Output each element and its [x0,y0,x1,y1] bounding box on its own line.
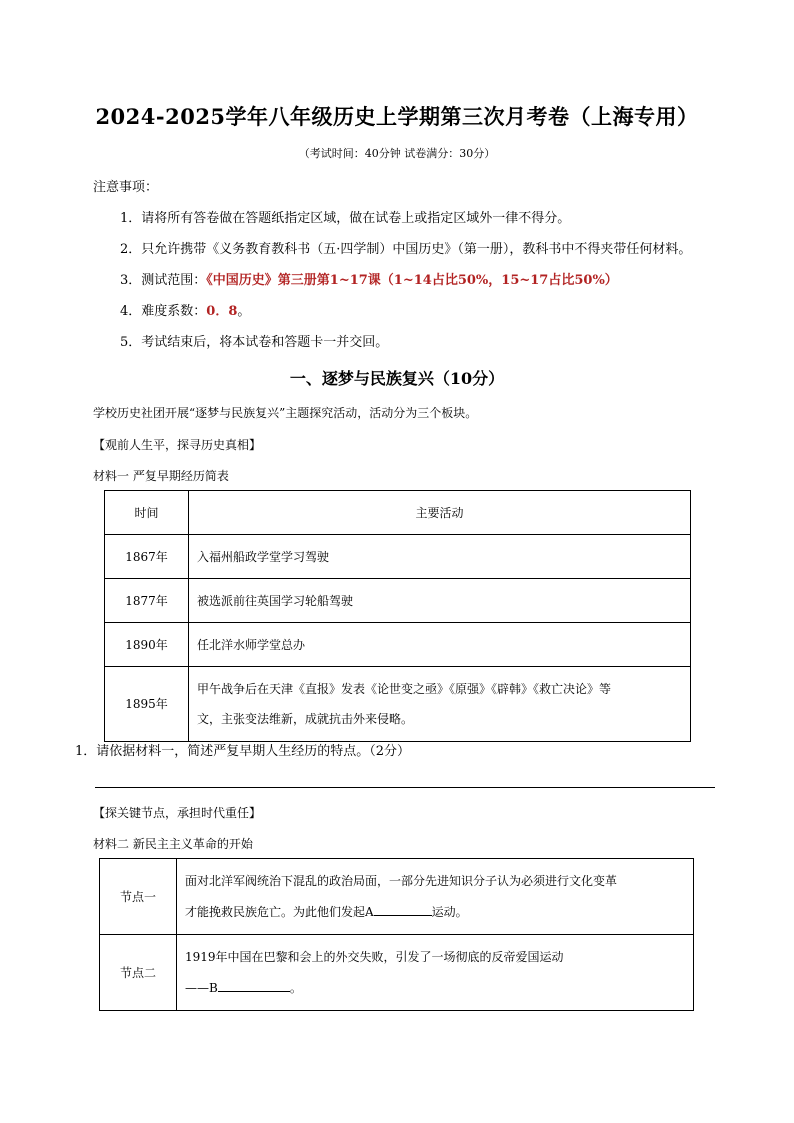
description-line-1: 1919年中国在巴黎和会上的外交失败，引发了一场彻底的反帝爱国运动 [185,949,564,964]
table-row [100,935,694,1011]
notes-heading: 注意事项： [93,180,159,195]
table-row [105,579,691,623]
material-1-table [104,490,691,742]
material-2-table [99,858,694,1011]
note-item-2: 2．只允许携带《义务教育教科书（五·四学制）中国历史》（第一册），教科书中不得夹带任何材料。 [120,242,692,257]
table-row [105,623,691,667]
table-cell-node: 节点一 [100,859,177,935]
question-1: 1．请依据材料一，简述严复早期人生经历的特点。（2分） [75,744,411,759]
note-item-4-end: 。 [237,304,251,319]
table-cell-activity: 任北洋水师学堂总办 [189,623,691,667]
activity-line-2: 文，主张变法维新，成就抗击外来侵略。 [197,712,414,726]
table-header-time: 时间 [105,491,189,535]
note-item-3-label: 3．测试范围： [120,273,207,288]
section-1-intro: 学校历史社团开展“逐梦与民族复兴”主题探究活动，活动分为三个板块。 [93,406,478,420]
table-cell-description [177,935,694,1011]
description-line-2: 才能挽救民族危亡。为此他们发起A [185,904,374,919]
note-item-5: 5．考试结束后，将本试卷和答题卡一并交回。 [120,335,389,350]
material-2-title: 材料二 新民主主义革命的开始 [93,837,253,851]
table-cell-activity [189,667,691,742]
table-cell-activity: 被选派前往英国学习轮船驾驶 [189,579,691,623]
section-1-title: 一、逐梦与民族复兴（10分） [289,369,505,388]
table-row [105,667,691,742]
table-row [105,535,691,579]
subsection-2-heading: 【探关键节点，承担时代重任】 [93,806,262,820]
subsection-1-heading: 【观前人生平，探寻历史真相】 [93,438,262,452]
description-line-1: 面对北洋军阀统治下混乱的政治局面，一部分先进知识分子认为必须进行文化变革 [185,873,618,888]
exam-title: 2024-2025学年八年级历史上学期第三次月考卷（上海专用） [95,104,699,129]
note-item-4-value: 0．8 [206,304,238,319]
note-item-4 [120,300,250,319]
fill-blank-b[interactable] [218,979,290,992]
description-line-2-end: 。 [289,980,302,995]
table-cell-year: 1877年 [105,579,189,623]
note-item-1: 1．请将所有答卷做在答题纸指定区域，做在试卷上或指定区域外一律不得分。 [120,211,571,226]
note-item-3-scope: 《中国历史》第三册第1~17课（1~14占比50%，15~17占比50%） [206,273,618,288]
table-cell-year: 1890年 [105,623,189,667]
material-1-title: 材料一 严复早期经历简表 [93,469,229,483]
table-row [100,859,694,935]
table-cell-description [177,859,694,935]
note-item-3 [120,269,618,288]
activity-line-1: 甲午战争后在天津《直报》发表《论世变之亟》《原强》《辟韩》《救亡决论》等 [197,682,612,696]
table-cell-year: 1895年 [105,667,189,742]
note-item-4-label: 4．难度系数： [120,304,207,319]
fill-blank-a[interactable] [374,903,432,916]
table-cell-year: 1867年 [105,535,189,579]
table-header-activity: 主要活动 [189,491,691,535]
table-header-row [105,491,691,535]
exam-subtitle: （考试时间：40分钟 试卷满分：30分） [298,147,496,160]
description-line-2-end: 运动。 [431,904,468,919]
answer-line-1[interactable] [95,787,715,788]
table-cell-node: 节点二 [100,935,177,1011]
description-line-2: ——B [185,980,218,995]
table-cell-activity: 入福州船政学堂学习驾驶 [189,535,691,579]
